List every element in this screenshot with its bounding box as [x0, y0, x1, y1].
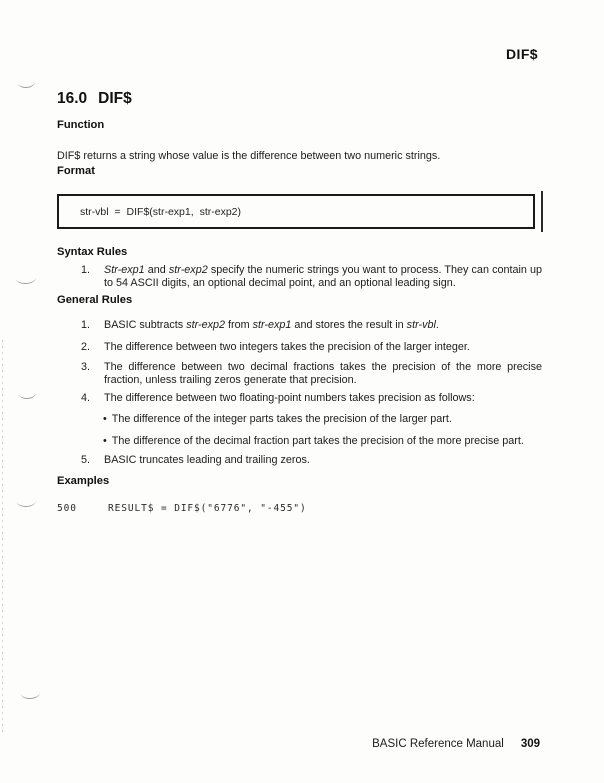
format-syntax-code: str-vbl = DIF$(str-exp1, str-exp2): [80, 206, 241, 218]
scan-artifact-curl: [16, 276, 36, 284]
format-syntax-box: [57, 194, 535, 229]
syntax-rules-heading: Syntax Rules: [57, 246, 128, 258]
function-heading: Function: [57, 119, 105, 131]
scan-artifact-curl: [18, 80, 35, 88]
general-rule-bullet: [103, 413, 452, 426]
format-heading: Format: [57, 165, 95, 177]
general-rule-number: 3.: [81, 361, 91, 373]
bullet-icon: •: [103, 435, 107, 447]
scan-artifact-curl: [21, 691, 40, 699]
general-rule-number: 1.: [81, 319, 91, 331]
examples-heading: Examples: [57, 475, 110, 487]
scan-artifact-curl: [17, 500, 36, 508]
bullet-text: The difference of the integer parts takes the precision of the larger part.: [111, 413, 452, 425]
general-rule-bullet: [103, 435, 524, 448]
syntax-rule-number: 1.: [81, 264, 91, 276]
general-rules-heading: General Rules: [57, 294, 133, 306]
general-rule-text: The difference between two floating-point numbers takes precision as follows:: [104, 392, 475, 404]
section-title: [57, 90, 132, 108]
section-number: 16.0: [57, 90, 88, 107]
footer-manual-title: BASIC Reference Manual: [372, 738, 504, 750]
general-rule-text: BASIC truncates leading and trailing zeros.: [104, 454, 310, 466]
function-description: DIF$ returns a string whose value is the difference between two numeric strings.: [57, 149, 441, 162]
bullet-icon: •: [103, 413, 107, 425]
section-name: DIF$: [98, 90, 132, 107]
format-box-shadow-line: [541, 191, 543, 232]
footer-page-number: 309: [520, 738, 540, 750]
page-footer: [372, 738, 540, 750]
general-rule-number: 2.: [81, 341, 91, 353]
general-rule-number: 4.: [81, 392, 91, 404]
general-rule-text: BASIC subtracts str-exp2 from str-exp1 and stores the result in str-vbl.: [104, 319, 439, 331]
general-rule-text: The difference between two integers takes the precision of the larger integer.: [104, 341, 470, 353]
general-rule-text: The difference between two decimal fractions takes the precision of the more precise fraction, unless trailing zeros generate that precision.: [104, 361, 542, 386]
example-code: RESULT$ = DIF$("6776", "-455"): [108, 503, 307, 514]
example-line-number: 500: [57, 503, 77, 514]
general-rule-number: 5.: [81, 454, 91, 466]
bullet-text: The difference of the decimal fraction part takes the precision of the more precise part.: [111, 435, 524, 447]
scan-artifact-curl: [19, 391, 36, 399]
syntax-rule-text: Str-exp1 and str-exp2 specify the numeric strings you want to process. They can contain up to 54 ASCII digits, an optional decimal point, and an optional leading sign.: [104, 264, 543, 289]
running-header-label: DIF$: [506, 46, 538, 62]
scan-edge-line: [2, 340, 3, 735]
